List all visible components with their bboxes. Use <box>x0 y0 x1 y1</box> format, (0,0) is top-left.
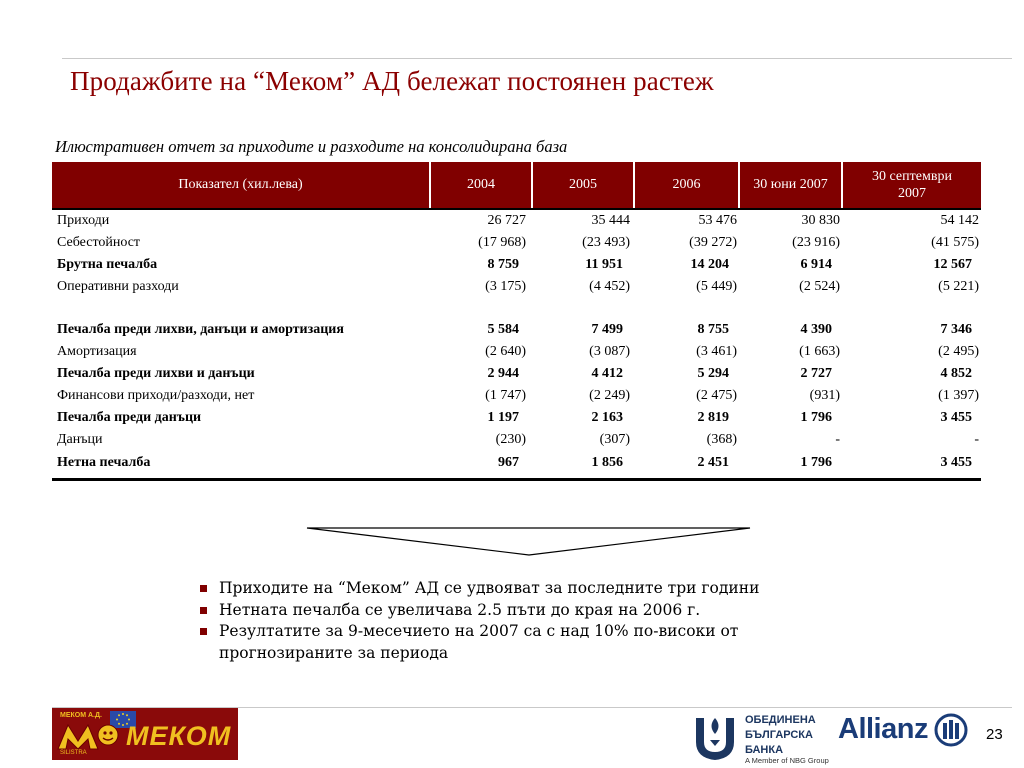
table-row <box>0 386 1024 408</box>
table-cell: 4 412 <box>591 366 623 381</box>
table-cell: 1 197 <box>487 410 519 425</box>
table-cell: - <box>974 432 979 447</box>
table-cell: (1 397) <box>938 388 979 403</box>
table-cell: 54 142 <box>940 213 979 228</box>
table-cell: (3 461) <box>696 344 737 359</box>
allianz-wordmark: Allianz <box>838 713 928 745</box>
table-cell: 5 584 <box>487 322 519 337</box>
table-cell: 14 204 <box>690 257 729 272</box>
table-cell: 8 759 <box>487 257 519 272</box>
table-row <box>0 408 1024 430</box>
mekom-sub-label: SILISTRA <box>60 750 87 756</box>
table-cell: (3 087) <box>589 344 630 359</box>
header-2005: 2005 <box>533 162 633 208</box>
table-cell: (5 221) <box>938 279 979 294</box>
mekom-top-label: МЕКОМ А.Д. <box>60 712 102 719</box>
row-label: Приходи <box>57 213 110 228</box>
table-cell: (2 495) <box>938 344 979 359</box>
page-number: 23 <box>986 726 1003 743</box>
table-cell: (230) <box>495 432 526 447</box>
bullet-item: Приходите на “Меком” АД се удвояват за последните три години <box>200 579 759 601</box>
bullet-item: Нетната печалба се увеличава 2.5 пъти до края на 2006 г. <box>200 601 759 623</box>
table-cell: (2 249) <box>589 388 630 403</box>
table-cell: 3 455 <box>940 455 972 470</box>
table-cell: 5 294 <box>697 366 729 381</box>
row-label: Данъци <box>57 432 103 447</box>
header-underline <box>52 208 981 210</box>
row-label: Нетна печалба <box>57 455 151 470</box>
row-label: Амортизация <box>57 344 137 359</box>
table-cell: (5 449) <box>696 279 737 294</box>
table-cell: 2 944 <box>487 366 519 381</box>
down-arrow-icon <box>306 527 752 557</box>
table-cell: (1 663) <box>799 344 840 359</box>
table-cell: - <box>835 432 840 447</box>
bullet-square-icon <box>200 585 207 592</box>
table-cell: 2 163 <box>591 410 623 425</box>
mekom-mascot-icon <box>56 721 126 751</box>
table-row <box>0 342 1024 364</box>
table-cell: 7 346 <box>940 322 972 337</box>
page-title: Продажбите на “Меком” АД бележат постоянен растеж <box>70 66 714 96</box>
table-cell: 6 914 <box>800 257 832 272</box>
table-cell: 1 796 <box>800 455 832 470</box>
table-cell: (2 640) <box>485 344 526 359</box>
table-cell: (2 524) <box>799 279 840 294</box>
bullet-square-icon <box>200 628 207 635</box>
table-cell: (1 747) <box>485 388 526 403</box>
table-cell: 26 727 <box>487 213 526 228</box>
table-row <box>0 453 1024 475</box>
header-sep-2007: 30 септември 2007 <box>843 162 981 208</box>
table-cell: 8 755 <box>697 322 729 337</box>
table-cell: 30 830 <box>801 213 840 228</box>
table-cell: 1 856 <box>591 455 623 470</box>
header-june-2007: 30 юни 2007 <box>740 162 841 208</box>
table-row <box>0 430 1024 452</box>
table-row <box>0 364 1024 386</box>
table-cell: (23 916) <box>792 235 840 250</box>
row-label: Печалба преди данъци <box>57 410 202 425</box>
table-row <box>0 255 1024 277</box>
table-bottom-rule <box>52 478 981 481</box>
bullet-continuation: прогнозираните за периода <box>219 643 449 662</box>
table-cell: 2 451 <box>697 455 729 470</box>
key-points <box>200 579 759 665</box>
table-cell: 35 444 <box>591 213 630 228</box>
allianz-eagle-icon <box>934 713 968 747</box>
top-divider <box>62 58 1012 59</box>
table-cell: (17 968) <box>478 235 526 250</box>
header-indicator: Показател (хил.лева) <box>52 162 429 208</box>
table-cell: 1 796 <box>800 410 832 425</box>
row-label: Брутна печалба <box>57 257 158 272</box>
row-label: Печалба преди лихви и данъци <box>57 366 255 381</box>
table-cell: (931) <box>809 388 840 403</box>
footer-divider <box>238 707 1012 708</box>
table-cell: 12 567 <box>933 257 972 272</box>
table-row <box>0 320 1024 342</box>
table-row <box>0 277 1024 299</box>
ubb-logo-icon <box>690 712 740 764</box>
header-2004: 2004 <box>431 162 531 208</box>
row-label: Финансови приходи/разходи, нет <box>57 388 255 403</box>
table-cell: 2 727 <box>800 366 832 381</box>
table-caption: Илюстративен отчет за приходите и разходите на консолидирана база <box>55 137 568 156</box>
table-cell: (4 452) <box>589 279 630 294</box>
table-cell: (368) <box>706 432 737 447</box>
row-label: Печалба преди лихви, данъци и амортизация <box>57 322 344 337</box>
table-cell: (2 475) <box>696 388 737 403</box>
header-2006: 2006 <box>635 162 738 208</box>
bullet-item: Резултатите за 9-месечието на 2007 са с над 10% по-високи от <box>200 622 759 644</box>
row-label: Себестойност <box>57 235 141 250</box>
table-cell: 967 <box>498 455 519 470</box>
mekom-logo <box>52 708 238 760</box>
table-cell: 4 852 <box>940 366 972 381</box>
row-label: Оперативни разходи <box>57 279 179 294</box>
table-cell: 3 455 <box>940 410 972 425</box>
table-cell: (39 272) <box>689 235 737 250</box>
table-cell: 4 390 <box>800 322 832 337</box>
table-row <box>0 211 1024 233</box>
table-cell: 7 499 <box>591 322 623 337</box>
nbg-note: A Member of NBG Group <box>745 756 829 765</box>
ubb-name: ОБЕДИНЕНА БЪЛГАРСКА БАНКА <box>745 714 816 756</box>
table-cell: 2 819 <box>697 410 729 425</box>
table-row <box>0 233 1024 255</box>
table-cell: 11 951 <box>585 257 623 272</box>
table-cell: (23 493) <box>582 235 630 250</box>
mekom-wordmark: МЕКОМ <box>126 721 232 751</box>
table-cell: 53 476 <box>698 213 737 228</box>
table-cell: (41 575) <box>931 235 979 250</box>
table-cell: (3 175) <box>485 279 526 294</box>
table-cell: (307) <box>599 432 630 447</box>
bullet-square-icon <box>200 607 207 614</box>
